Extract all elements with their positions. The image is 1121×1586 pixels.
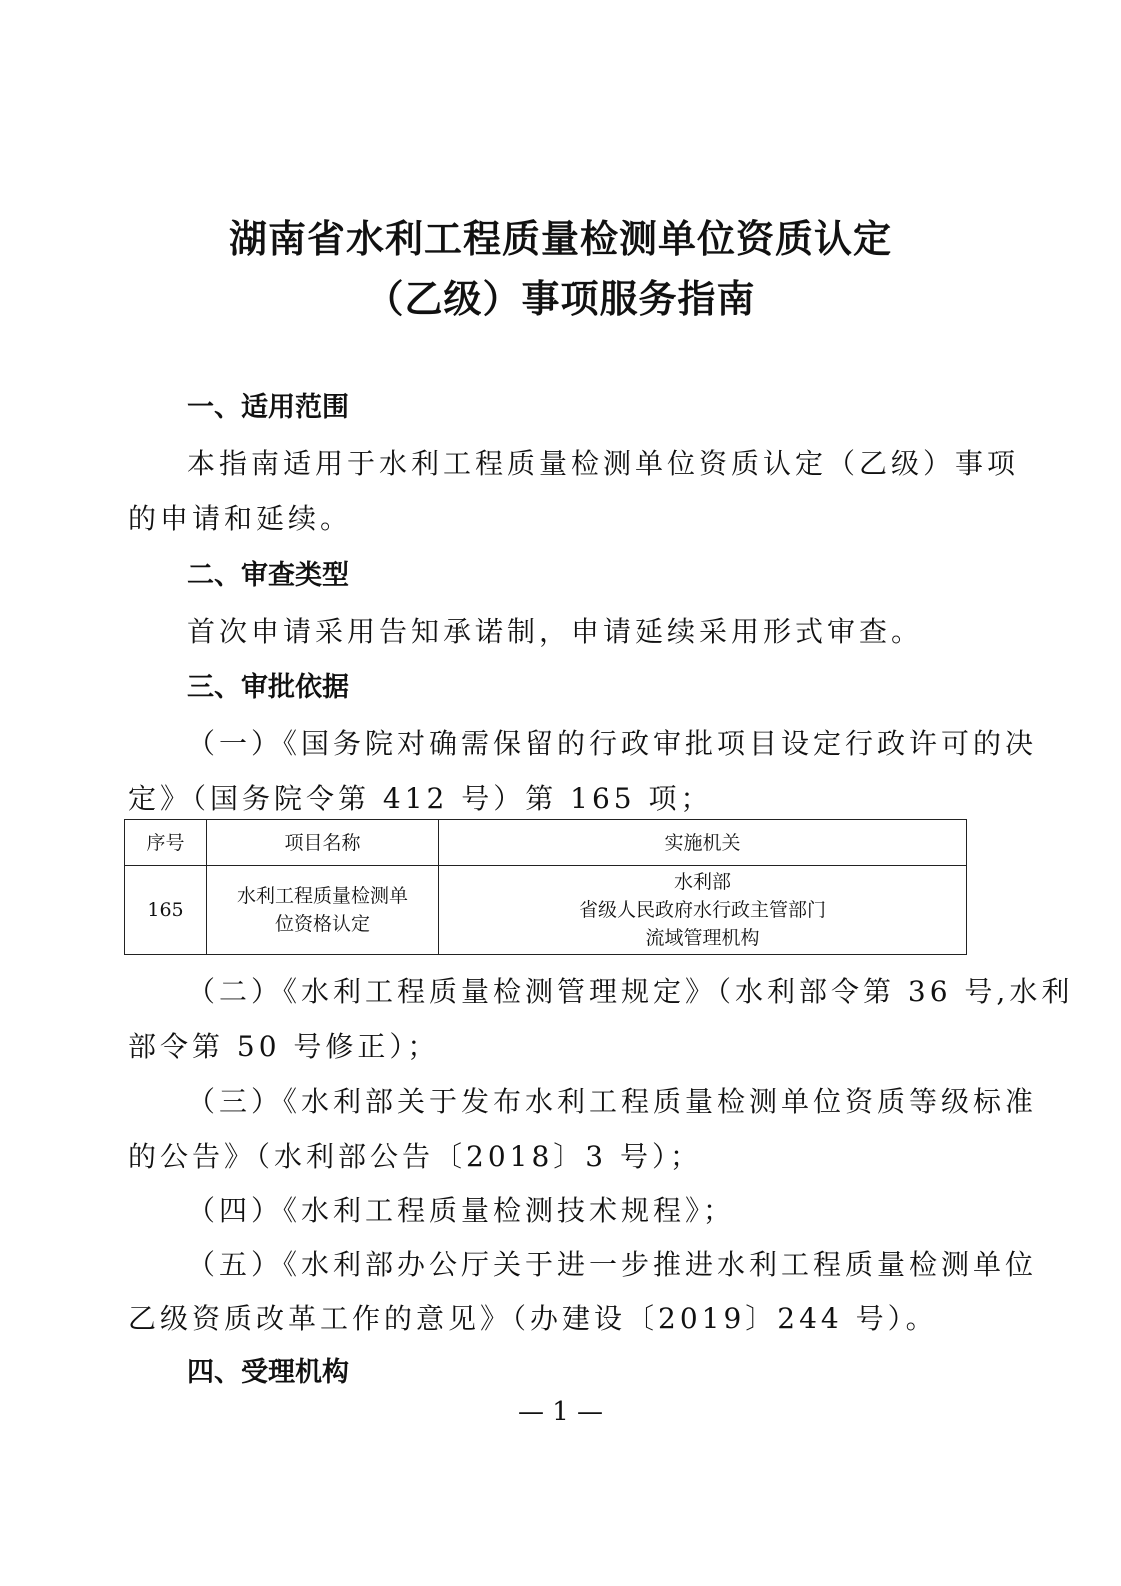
scope-text-line1: 本指南适用于水利工程质量检测单位资质认定（乙级）事项: [187, 447, 1020, 480]
section-heading-agency: 四、受理机构: [187, 1357, 349, 1388]
table-cell-org-line1: 水利部: [673, 871, 731, 893]
table-row: [125, 866, 967, 955]
document-title-line2: （乙级）事项服务指南: [365, 277, 756, 321]
scope-text-line2: 的申请和延续。: [128, 502, 353, 535]
basis-item1-line2: 定》（国务院令第 412 号）第 165 项；: [128, 782, 713, 815]
section-heading-scope: 一、适用范围: [187, 392, 349, 423]
table-cell-name: [207, 866, 439, 955]
basis-item5-line1: （五）《水利部办公厅关于进一步推进水利工程质量检测单位: [187, 1248, 1038, 1281]
table-header-row: [125, 820, 967, 866]
table-header-org: 实施机关: [439, 820, 967, 866]
page-number: — 1 —: [517, 1397, 604, 1427]
table-cell-name-line2: 位资格认定: [274, 913, 370, 935]
section-heading-basis: 三、审批依据: [187, 672, 349, 703]
approval-table: [124, 819, 967, 955]
basis-item2-line2: 部令第 50 号修正）；: [128, 1030, 440, 1063]
basis-item3-line1: （三）《水利部关于发布水利工程质量检测单位资质等级标准: [187, 1085, 1038, 1118]
basis-item5-line2: 乙级资质改革工作的意见》（办建设〔2019〕244 号）。: [128, 1302, 938, 1335]
table-cell-org-line2: 省级人民政府水行政主管部门: [578, 899, 826, 921]
table-cell-org-line3: 流域管理机构: [645, 927, 760, 949]
table-header-name: 项目名称: [207, 820, 439, 866]
section-heading-review-type: 二、审查类型: [187, 560, 349, 591]
basis-item2-line1: （二）《水利工程质量检测管理规定》（水利部令第 36 号,水利: [187, 975, 1074, 1008]
table-header-no: 序号: [125, 820, 207, 866]
review-type-text: 首次申请采用告知承诺制，申请延续采用形式审查。: [187, 615, 924, 648]
document-title-line1: 湖南省水利工程质量检测单位资质认定: [228, 217, 892, 261]
basis-item3-line2: 的公告》（水利部公告〔2018〕3 号）；: [128, 1140, 702, 1173]
table-cell-no: 165: [125, 866, 207, 955]
table-cell-name-line1: 水利工程质量检测单: [236, 885, 408, 907]
table-cell-org: [439, 866, 967, 955]
basis-item4-line1: （四）《水利工程质量检测技术规程》；: [187, 1194, 736, 1227]
basis-item1-line1: （一）《国务院对确需保留的行政审批项目设定行政许可的决: [187, 727, 1038, 760]
